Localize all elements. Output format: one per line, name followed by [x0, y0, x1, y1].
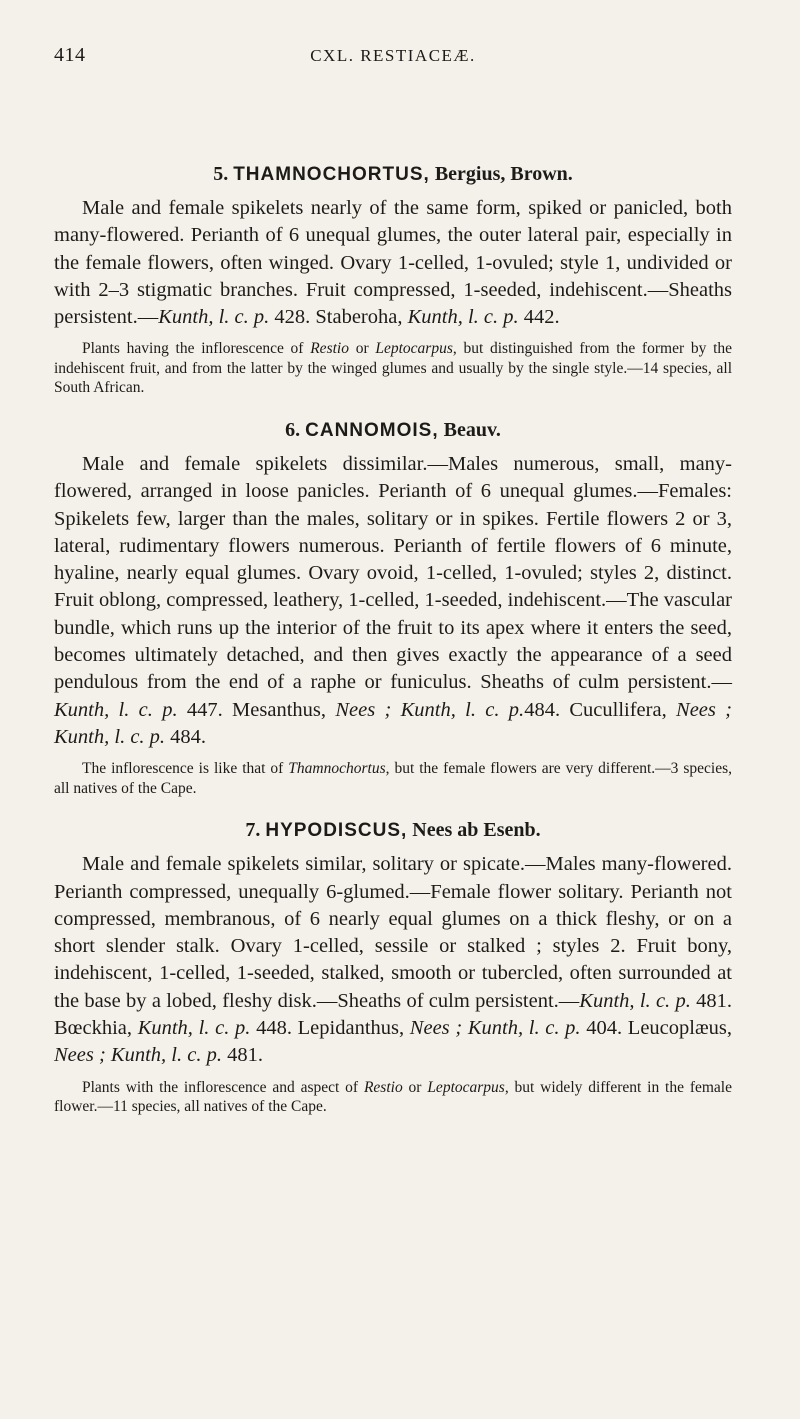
text-run: Male and female spikelets dissimilar.—Males numerous, small, many-flowered, arranged in loose panicles. Perianth of 6 unequal glumes.—Females: Spikelets few, larger than the males, solitary or in spikes. Fertile flowers 2 or 3, lateral, rudimentary flowers numerous. Perianth of fertile flowers of 6 minute, hyaline, nearly equal glumes. Ovary ovoid, 1-celled, 1-ovuled; styles 2, distinct. Fruit oblong, compressed, leathery, 1-celled, 1-seeded, indehiscent.—The vascular bundle, which runs up the interior of the fruit to its apex where it enters the seed, becomes ultimately detached, and then gives exactly the appearance of a seed pendulous from the end of a raphe or funiculus. Sheaths of culm persistent.— [54, 452, 732, 694]
genus-authority: Beauv. [443, 418, 501, 441]
citation-italic-text: Nees ; Kunth, l. c. p. [54, 1044, 222, 1067]
text-run: , but the female flowers are very different.—3 species, all natives of the Cape. [54, 760, 732, 797]
text-run: or [348, 340, 376, 358]
text-run: 481. Bœckhia, [54, 989, 733, 1040]
citation-italic-text: Kunth, l. c. p. [137, 1017, 251, 1040]
citation-italic-text: Thamnochortus [288, 760, 386, 778]
text-run: 404. Leucoplæus, [580, 1017, 732, 1040]
citation-italic-text: Nees ; Kunth, l. c. p. [409, 1017, 581, 1040]
text-run: Plants with the inflorescence and aspect of [82, 1078, 364, 1096]
running-title: CXL. RESTIACEÆ. [310, 46, 476, 65]
text-run: 481. [221, 1044, 263, 1067]
genus-note [54, 759, 732, 798]
text-run: The inflorescence is like that of [82, 760, 289, 778]
genus-number: 7. [245, 819, 261, 842]
genus-name: THAMNOCHORTUS, [233, 164, 430, 185]
genus-description [54, 851, 732, 1069]
genus-heading [54, 160, 732, 189]
genus-number: 5. [213, 163, 229, 185]
text-run: 484. Cucullifera, [524, 698, 677, 721]
page-number: 414 [54, 44, 86, 66]
genus-section [54, 160, 732, 398]
citation-italic-text: Nees ; Kunth, l. c. p. [335, 698, 525, 721]
genus-name: CANNOMOIS, [305, 419, 439, 441]
citation-italic-text: Nees ; Kunth, l. c. p. [54, 698, 732, 748]
text-run: Male and female spikelets nearly of the same form, spiked or panicled, both many-flowered. Perianth of 6 unequal glumes, the outer lateral pair, especially in the female flowers, often winged. Ovary 1-celled, 1-ovuled; style 1, undivided or with 2–3 stigmatic branches. Fruit compressed, 1-seeded, indehiscent.—Sheaths persistent.— [54, 197, 732, 329]
citation-italic-text: Leptocarpus [427, 1078, 505, 1096]
citation-italic-text: Kunth, l. c. p. [579, 989, 691, 1012]
text-run: 442. [518, 306, 560, 329]
text-run: , but distinguished from the former by the indehiscent fruit, and from the latter by the winged glumes and usually by the single style.—14 species, all South African. [54, 340, 733, 397]
genus-heading [54, 816, 732, 845]
genus-authority: Bergius, Brown. [434, 163, 573, 185]
book-page [54, 44, 732, 1117]
text-run: or [402, 1078, 428, 1096]
genus-section [54, 416, 732, 798]
citation-italic-text: Restio [310, 340, 349, 358]
genus-name: HYPODISCUS, [265, 820, 408, 842]
citation-italic-text: Leptocarpus [375, 340, 453, 358]
genus-note [54, 1078, 732, 1117]
citation-italic-text: Kunth, l. c. p. [54, 698, 178, 721]
genus-description [54, 451, 732, 751]
genus-description [54, 195, 732, 331]
genus-authority: Nees ab Esenb. [412, 819, 541, 842]
genus-heading [54, 416, 732, 445]
text-run: 484. [165, 725, 207, 748]
text-run: 428. Staberoha, [269, 306, 408, 329]
genus-note [54, 339, 732, 398]
text-run: Male and female spikelets similar, solitary or spicate.—Males many-flowered. Perianth compressed, unequally 6-glumed.—Female flower solitary. Perianth not compressed, membranous, of 6 nearly equal glumes on a thick fleshy, or on a short slender stalk. Ovary 1-celled, sessile or stalked ; styles 2. Fruit bony, indehiscent, 1-celled, 1-seeded, stalked, smooth or tubercled, often surrounded at the base by a lobed, fleshy disk.—Sheaths of culm persistent.— [54, 853, 732, 1012]
genus-number: 6. [285, 418, 301, 441]
citation-italic-text: Kunth, l. c. p. [158, 306, 270, 329]
genus-section [54, 816, 732, 1116]
running-head [54, 44, 732, 80]
citation-italic-text: Restio [363, 1078, 403, 1096]
text-run: , but widely different in the female flower.—11 species, all natives of the Cape. [54, 1078, 732, 1116]
text-run: 448. Lepidanthus, [250, 1017, 410, 1040]
citation-italic-text: Kunth, l. c. p. [407, 306, 519, 329]
text-run: Plants having the inflorescence of [82, 340, 311, 358]
text-run: 447. Mesanthus, [177, 698, 336, 721]
